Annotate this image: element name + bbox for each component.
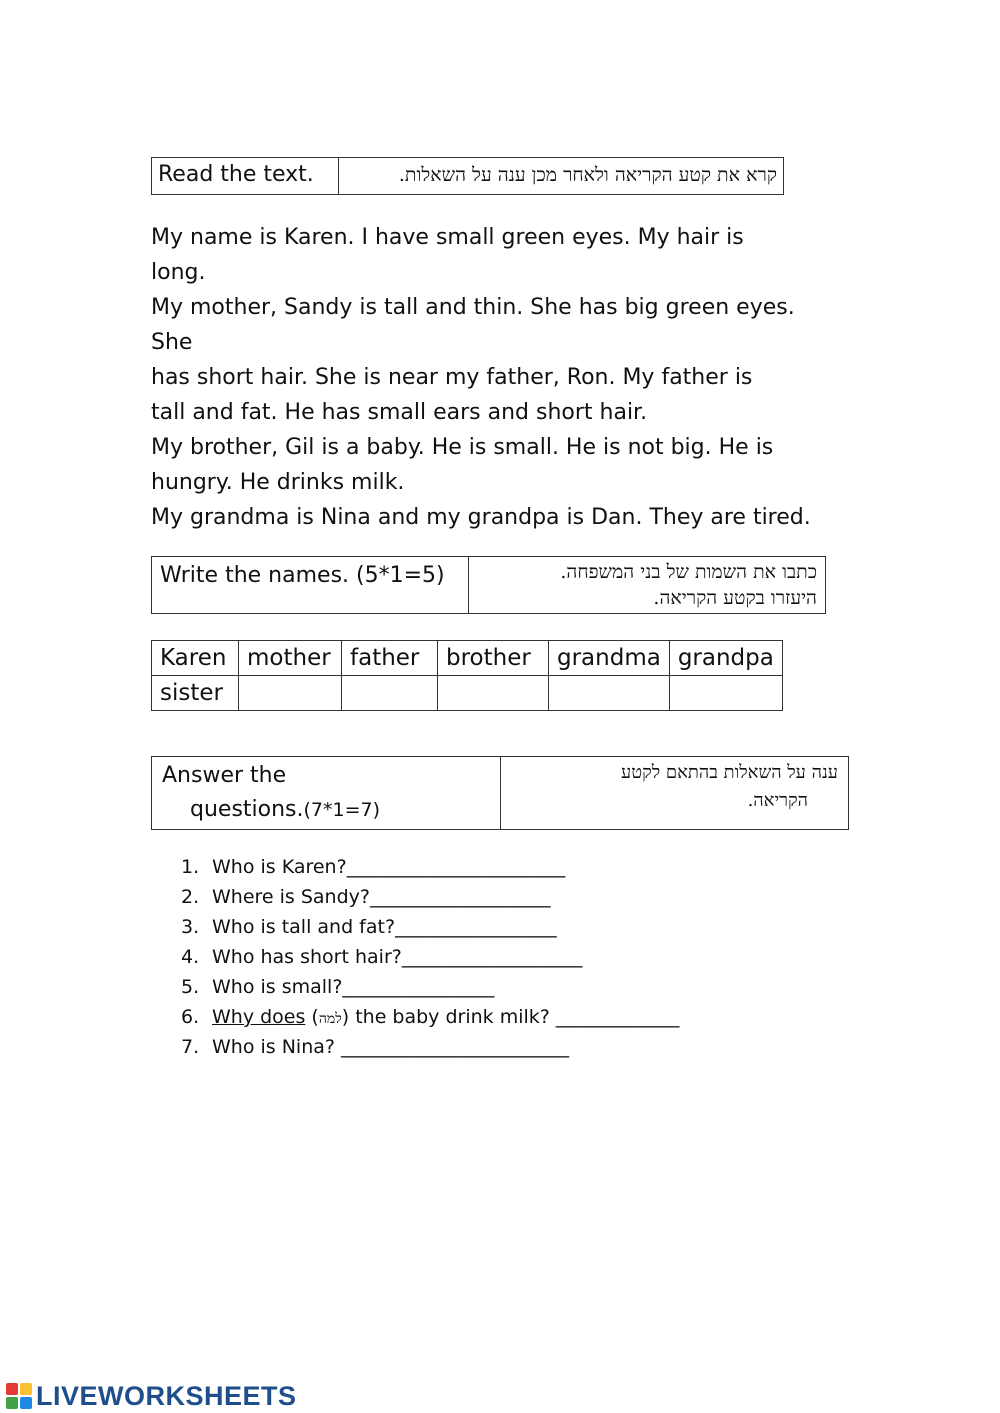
write-names-box <box>151 556 826 614</box>
question-number: 3. <box>181 916 200 938</box>
logo-text: LIVEWORKSHEETS <box>36 1380 297 1411</box>
write-names-hebrew-line1: כתבו את השמות של בני המשפחה. <box>560 561 817 583</box>
family-answer-cell[interactable] <box>549 676 670 711</box>
reading-passage <box>151 220 851 535</box>
answer-hebrew-line2: הקריאה. <box>747 790 808 811</box>
passage-line: hungry. He drinks milk. <box>151 470 405 495</box>
answer-blank[interactable]: ___________________ <box>401 946 583 968</box>
question-text: Who is Karen? <box>212 856 347 878</box>
answer-blank[interactable]: _________________ <box>395 916 557 938</box>
family-answer-cell[interactable] <box>669 676 782 711</box>
logo-square <box>20 1397 32 1409</box>
passage-line: tall and fat. He has small ears and short hair. <box>151 400 648 425</box>
passage-line: long. <box>151 260 206 285</box>
answer-hebrew-line1: ענה על השאלות בהתאם לקטע <box>621 762 838 783</box>
question-number: 7. <box>181 1036 200 1058</box>
family-cell-sister: sister <box>152 676 239 711</box>
question-number: 6. <box>181 1006 200 1028</box>
list-item <box>181 852 679 882</box>
list-item <box>181 1002 679 1032</box>
passage-line: My name is Karen. I have small green eyes. My hair is <box>151 225 744 250</box>
answer-questions-box <box>151 756 849 830</box>
answer-hebrew <box>501 757 849 830</box>
question-text: Who is tall and fat? <box>212 916 396 938</box>
questions-list <box>181 852 679 1062</box>
passage-line: She <box>151 330 193 355</box>
family-answer-cell[interactable] <box>438 676 549 711</box>
list-item <box>181 882 679 912</box>
answer-english-line1: Answer the <box>162 763 287 788</box>
instruction-box <box>151 157 784 195</box>
question-paren-open: ( <box>305 1006 319 1028</box>
question-text: Who is small? <box>212 976 343 998</box>
list-item <box>181 1032 679 1062</box>
instruction-hebrew: קרא את קטע הקריאה ולאחר מכן ענה על השאלות. <box>339 158 784 195</box>
question-text: ) the baby drink milk? <box>341 1006 556 1028</box>
write-names-hebrew-line2: היעזרו בקטע הקריאה. <box>653 587 817 609</box>
family-header-brother: brother <box>438 641 549 676</box>
question-number: 1. <box>181 856 200 878</box>
question-number: 2. <box>181 886 200 908</box>
table-row <box>152 641 783 676</box>
passage-line: has short hair. She is near my father, Ron. My father is <box>151 365 753 390</box>
question-text: Where is Sandy? <box>212 886 370 908</box>
question-text: Who is Nina? <box>212 1036 342 1058</box>
family-header-grandpa: grandpa <box>669 641 782 676</box>
logo-mark-icon <box>6 1383 32 1409</box>
answer-blank[interactable]: ________________________ <box>341 1036 570 1058</box>
list-item <box>181 972 679 1002</box>
liveworksheets-logo[interactable] <box>6 1380 297 1412</box>
answer-blank[interactable]: ___________________ <box>370 886 551 908</box>
answer-english-line2 <box>162 793 490 827</box>
write-names-hebrew <box>469 557 826 614</box>
question-number: 5. <box>181 976 200 998</box>
question-why-does: Why does <box>212 1006 306 1028</box>
answer-blank[interactable]: ________________ <box>342 976 495 998</box>
answer-blank[interactable]: _____________ <box>555 1006 680 1028</box>
family-header-mother: mother <box>239 641 342 676</box>
question-number: 4. <box>181 946 200 968</box>
list-item <box>181 912 679 942</box>
passage-line: My mother, Sandy is tall and thin. She has big green eyes. <box>151 295 795 320</box>
answer-english <box>152 757 501 830</box>
table-row <box>152 676 783 711</box>
passage-line: My grandma is Nina and my grandpa is Dan. They are tired. <box>151 505 811 530</box>
family-header-father: father <box>342 641 438 676</box>
question-hebrew-hint: למה <box>318 1011 342 1027</box>
family-header-grandma: grandma <box>549 641 670 676</box>
question-text: Who has short hair? <box>212 946 402 968</box>
answer-blank[interactable]: _______________________ <box>346 856 566 878</box>
logo-square <box>6 1397 18 1409</box>
logo-square <box>20 1383 32 1395</box>
answer-english-questions: questions. <box>190 797 304 822</box>
passage-line: My brother, Gil is a baby. He is small. He is not big. He is <box>151 435 774 460</box>
answer-english-points: (7*1=7) <box>303 799 381 821</box>
instruction-english: Read the text. <box>152 158 339 195</box>
family-table <box>151 640 783 711</box>
family-header-karen: Karen <box>152 641 239 676</box>
family-answer-cell[interactable] <box>342 676 438 711</box>
family-answer-cell[interactable] <box>239 676 342 711</box>
write-names-english: Write the names. (5*1=5) <box>152 557 469 614</box>
logo-square <box>6 1383 18 1395</box>
list-item <box>181 942 679 972</box>
